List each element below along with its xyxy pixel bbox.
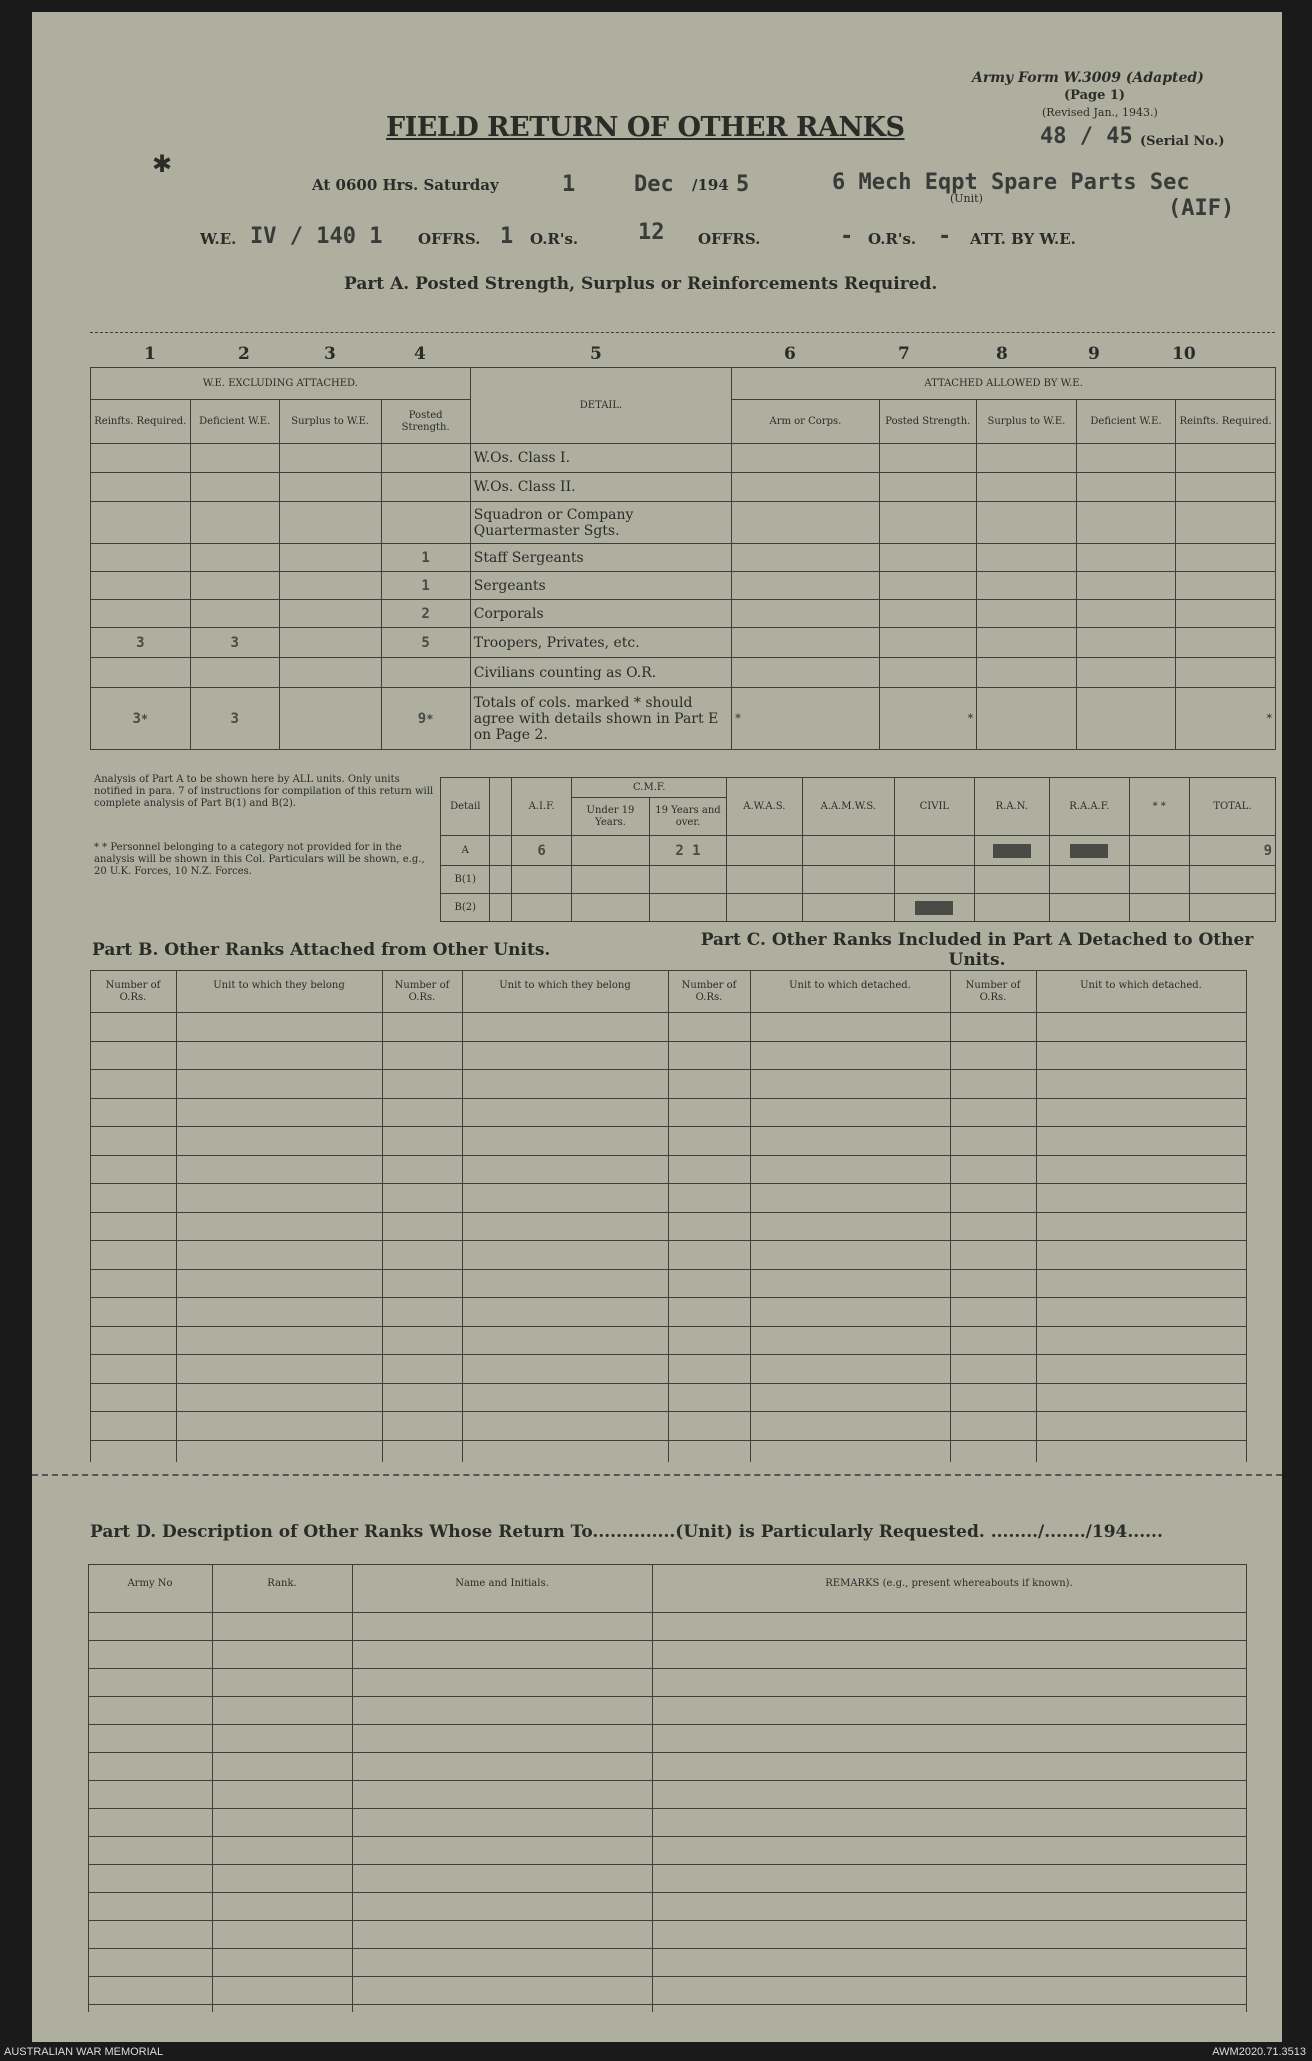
- table-row: 2 Corporals: [91, 600, 1276, 628]
- cmf-header: C.M.F.: [572, 778, 727, 798]
- star-mark-icon: ✱: [152, 150, 173, 178]
- form-page: (Page 1): [1064, 88, 1126, 103]
- offrs2-value: -: [840, 224, 854, 249]
- form-revised: (Revised Jan., 1943.): [1042, 106, 1158, 119]
- left-header: Deficient W.E.: [190, 400, 279, 444]
- column-line: [352, 1564, 353, 2012]
- unit-aif: (AIF): [1168, 196, 1235, 221]
- left-header: Posted Strength.: [381, 400, 470, 444]
- rule-line: [88, 1696, 1246, 1697]
- column-line: [668, 970, 669, 1462]
- col-number-1: 1: [144, 344, 156, 364]
- aif-header: A.I.F.: [512, 778, 572, 836]
- serial-value: 48 / 45: [1040, 124, 1133, 149]
- detail-label: W.Os. Class II.: [470, 473, 731, 502]
- rule-line: [88, 1976, 1246, 1977]
- serial-label: (Serial No.): [1140, 134, 1225, 149]
- shaded-cell: [1070, 844, 1108, 858]
- rule-line: [88, 1612, 1246, 1613]
- table-row: [91, 473, 1276, 502]
- analysis-note-1: Analysis of Part A to be shown here by ALL units. Only units notified in para. 7 of instructions for compilation of this return will complete analysis of Part B(1) and B(2).: [94, 774, 434, 809]
- rule-line: [668, 970, 1246, 971]
- column-header: Unit to which they belong: [213, 980, 345, 991]
- ors-value: 12: [638, 220, 665, 245]
- column-header: Unit to which they belong: [499, 980, 631, 991]
- detail-label: Sergeants: [470, 572, 731, 600]
- rule-line: [88, 1948, 1246, 1949]
- table-row: [91, 658, 1276, 688]
- detail-label: Detail: [441, 778, 490, 836]
- col-number-5: 5: [590, 344, 602, 364]
- col-number-9: 9: [1088, 344, 1100, 364]
- right-header: Posted Strength.: [879, 400, 977, 444]
- form-title: FIELD RETURN OF OTHER RANKS: [386, 112, 905, 143]
- column-line: [90, 970, 91, 1462]
- col-number-8: 8: [996, 344, 1008, 364]
- left-header: Reinfts. Required.: [91, 400, 191, 444]
- ors2-value: -: [938, 224, 952, 249]
- right-header: Reinfts. Required.: [1176, 400, 1276, 444]
- form-paper: [32, 12, 1282, 2042]
- year-digit: 5: [736, 172, 750, 197]
- rule-line: [88, 1864, 1246, 1865]
- column-header: Number of O.Rs.: [394, 980, 450, 1003]
- detail-label: W.Os. Class I.: [470, 444, 731, 473]
- offrs-label: OFFRS.: [418, 230, 481, 248]
- rule-line: [88, 1892, 1246, 1893]
- form-id: Army Form W.3009 (Adapted): [972, 70, 1204, 86]
- rule-line: [88, 1920, 1246, 1921]
- column-header: Rank.: [267, 1578, 297, 1589]
- column-header: Number of O.Rs.: [105, 980, 161, 1003]
- rule-line: [90, 970, 698, 971]
- ors-label: O.R's.: [530, 230, 579, 248]
- col-number-3: 3: [324, 344, 336, 364]
- group-left-header: W.E. EXCLUDING ATTACHED.: [91, 368, 471, 400]
- part-b-title: Part B. Other Ranks Attached from Other Units.: [92, 940, 551, 960]
- offrs2-label: OFFRS.: [698, 230, 761, 248]
- column-line: [652, 1564, 653, 2012]
- column-header: REMARKS (e.g., present whereabouts if known).: [825, 1578, 1073, 1589]
- rule-line: [88, 2004, 1246, 2005]
- column-header: Number of O.Rs.: [681, 980, 737, 1003]
- detail-label: Squadron or Company Quartermaster Sgts.: [470, 502, 731, 544]
- column-line: [1246, 1564, 1247, 2012]
- table-row: [91, 444, 1276, 473]
- part-d-title: Part D. Description of Other Ranks Whose Return To..............(Unit) is Particularly Requested. ......../......./194......: [90, 1522, 1163, 1542]
- ors2-label: O.R's.: [868, 230, 917, 248]
- column-line: [950, 970, 951, 1462]
- column-header: Unit to which detached.: [1080, 980, 1202, 991]
- detail-header: DETAIL.: [470, 368, 731, 444]
- we-label: W.E.: [200, 230, 237, 248]
- part-a-title: Part A. Posted Strength, Surplus or Reinforcements Required.: [344, 274, 938, 294]
- detail-label: Troopers, Privates, etc.: [470, 628, 731, 658]
- month-value: Dec: [634, 172, 674, 197]
- at-label: At 0600 Hrs. Saturday: [312, 176, 499, 194]
- table-row: 1 Sergeants: [91, 572, 1276, 600]
- part-a-table: [90, 367, 1276, 750]
- table-row: 1 Staff Sergeants: [91, 544, 1276, 572]
- totals-detail: Totals of cols. marked * should agree with details shown in Part E on Page 2.: [470, 688, 731, 750]
- rule-line: [88, 1724, 1246, 1725]
- right-header: Deficient W.E.: [1076, 400, 1176, 444]
- shaded-cell: [915, 901, 953, 915]
- table-row: B(1): [441, 866, 1276, 894]
- column-header: Army No: [127, 1578, 173, 1589]
- offrs-value: 1: [500, 224, 514, 249]
- day-value: 1: [562, 172, 576, 197]
- table-row: [91, 502, 1276, 544]
- rule-line: [88, 1668, 1246, 1669]
- col-number-2: 2: [238, 344, 250, 364]
- shaded-cell: [993, 844, 1031, 858]
- col-number-6: 6: [784, 344, 796, 364]
- rule-line: [88, 1836, 1246, 1837]
- detail-label: Civilians counting as O.R.: [470, 658, 731, 688]
- rule-line: [88, 1808, 1246, 1809]
- table-row: B(2): [441, 894, 1276, 922]
- column-line: [750, 970, 751, 1462]
- part-c-title: Part C. Other Ranks Included in Part A Detached to Other Units.: [700, 930, 1254, 970]
- left-header: Surplus to W.E.: [279, 400, 381, 444]
- column-line: [1036, 970, 1037, 1462]
- unit-name: 6 Mech Eqpt Spare Parts Sec: [832, 170, 1190, 195]
- rule-line: [88, 1780, 1246, 1781]
- year-prefix: /194: [692, 176, 729, 194]
- column-line: [88, 1564, 89, 2012]
- att-label: ATT. BY W.E.: [970, 230, 1076, 248]
- column-header: Name and Initials.: [455, 1578, 549, 1589]
- detail-label: Corporals: [470, 600, 731, 628]
- col-number-10: 10: [1172, 344, 1196, 364]
- analysis-table: Detail A.I.F. C.M.F. A.W.A.S. A.A.M.W.S. CIVIL R.A.N. R.A.A.F. * * TOTAL. Under 19 Years. 19 Years and over. A 6 2 1 9 B(1) B(2): [440, 777, 1276, 922]
- unit-label: (Unit): [950, 192, 983, 205]
- rule-line: [88, 1640, 1246, 1641]
- detail-label: Staff Sergeants: [470, 544, 731, 572]
- totals-row: 3* 3 9* Totals of cols. marked * should agree with details shown in Part E on Page 2. * * *: [91, 688, 1276, 750]
- rule-line: [88, 1564, 1246, 1565]
- rule-line: [88, 1752, 1246, 1753]
- analysis-note-2: * * Personnel belonging to a category not provided for in the analysis will be shown in this Col. Particulars will be shown, e.g., 20 U.K. Forces, 10 N.Z. Forces.: [94, 842, 425, 877]
- col-number-7: 7: [898, 344, 910, 364]
- footer-right: AWM2020.71.3513: [1212, 2046, 1306, 2058]
- table-row: A 6 2 1 9: [441, 836, 1276, 866]
- column-line: [212, 1564, 213, 2012]
- column-header: Number of O.Rs.: [965, 980, 1021, 1003]
- column-line: [382, 970, 383, 1462]
- we-value: IV / 140 1: [250, 224, 383, 249]
- right-header: Arm or Corps.: [732, 400, 879, 444]
- column-header: Unit to which detached.: [789, 980, 911, 991]
- right-header: Surplus to W.E.: [977, 400, 1077, 444]
- column-line: [176, 970, 177, 1462]
- column-line: [462, 970, 463, 1462]
- footer-left: AUSTRALIAN WAR MEMORIAL: [4, 2046, 164, 2058]
- group-right-header: ATTACHED ALLOWED BY W.E.: [732, 368, 1276, 400]
- table-row: 3 3 5 Troopers, Privates, etc.: [91, 628, 1276, 658]
- column-line: [1246, 970, 1247, 1462]
- col-number-4: 4: [414, 344, 426, 364]
